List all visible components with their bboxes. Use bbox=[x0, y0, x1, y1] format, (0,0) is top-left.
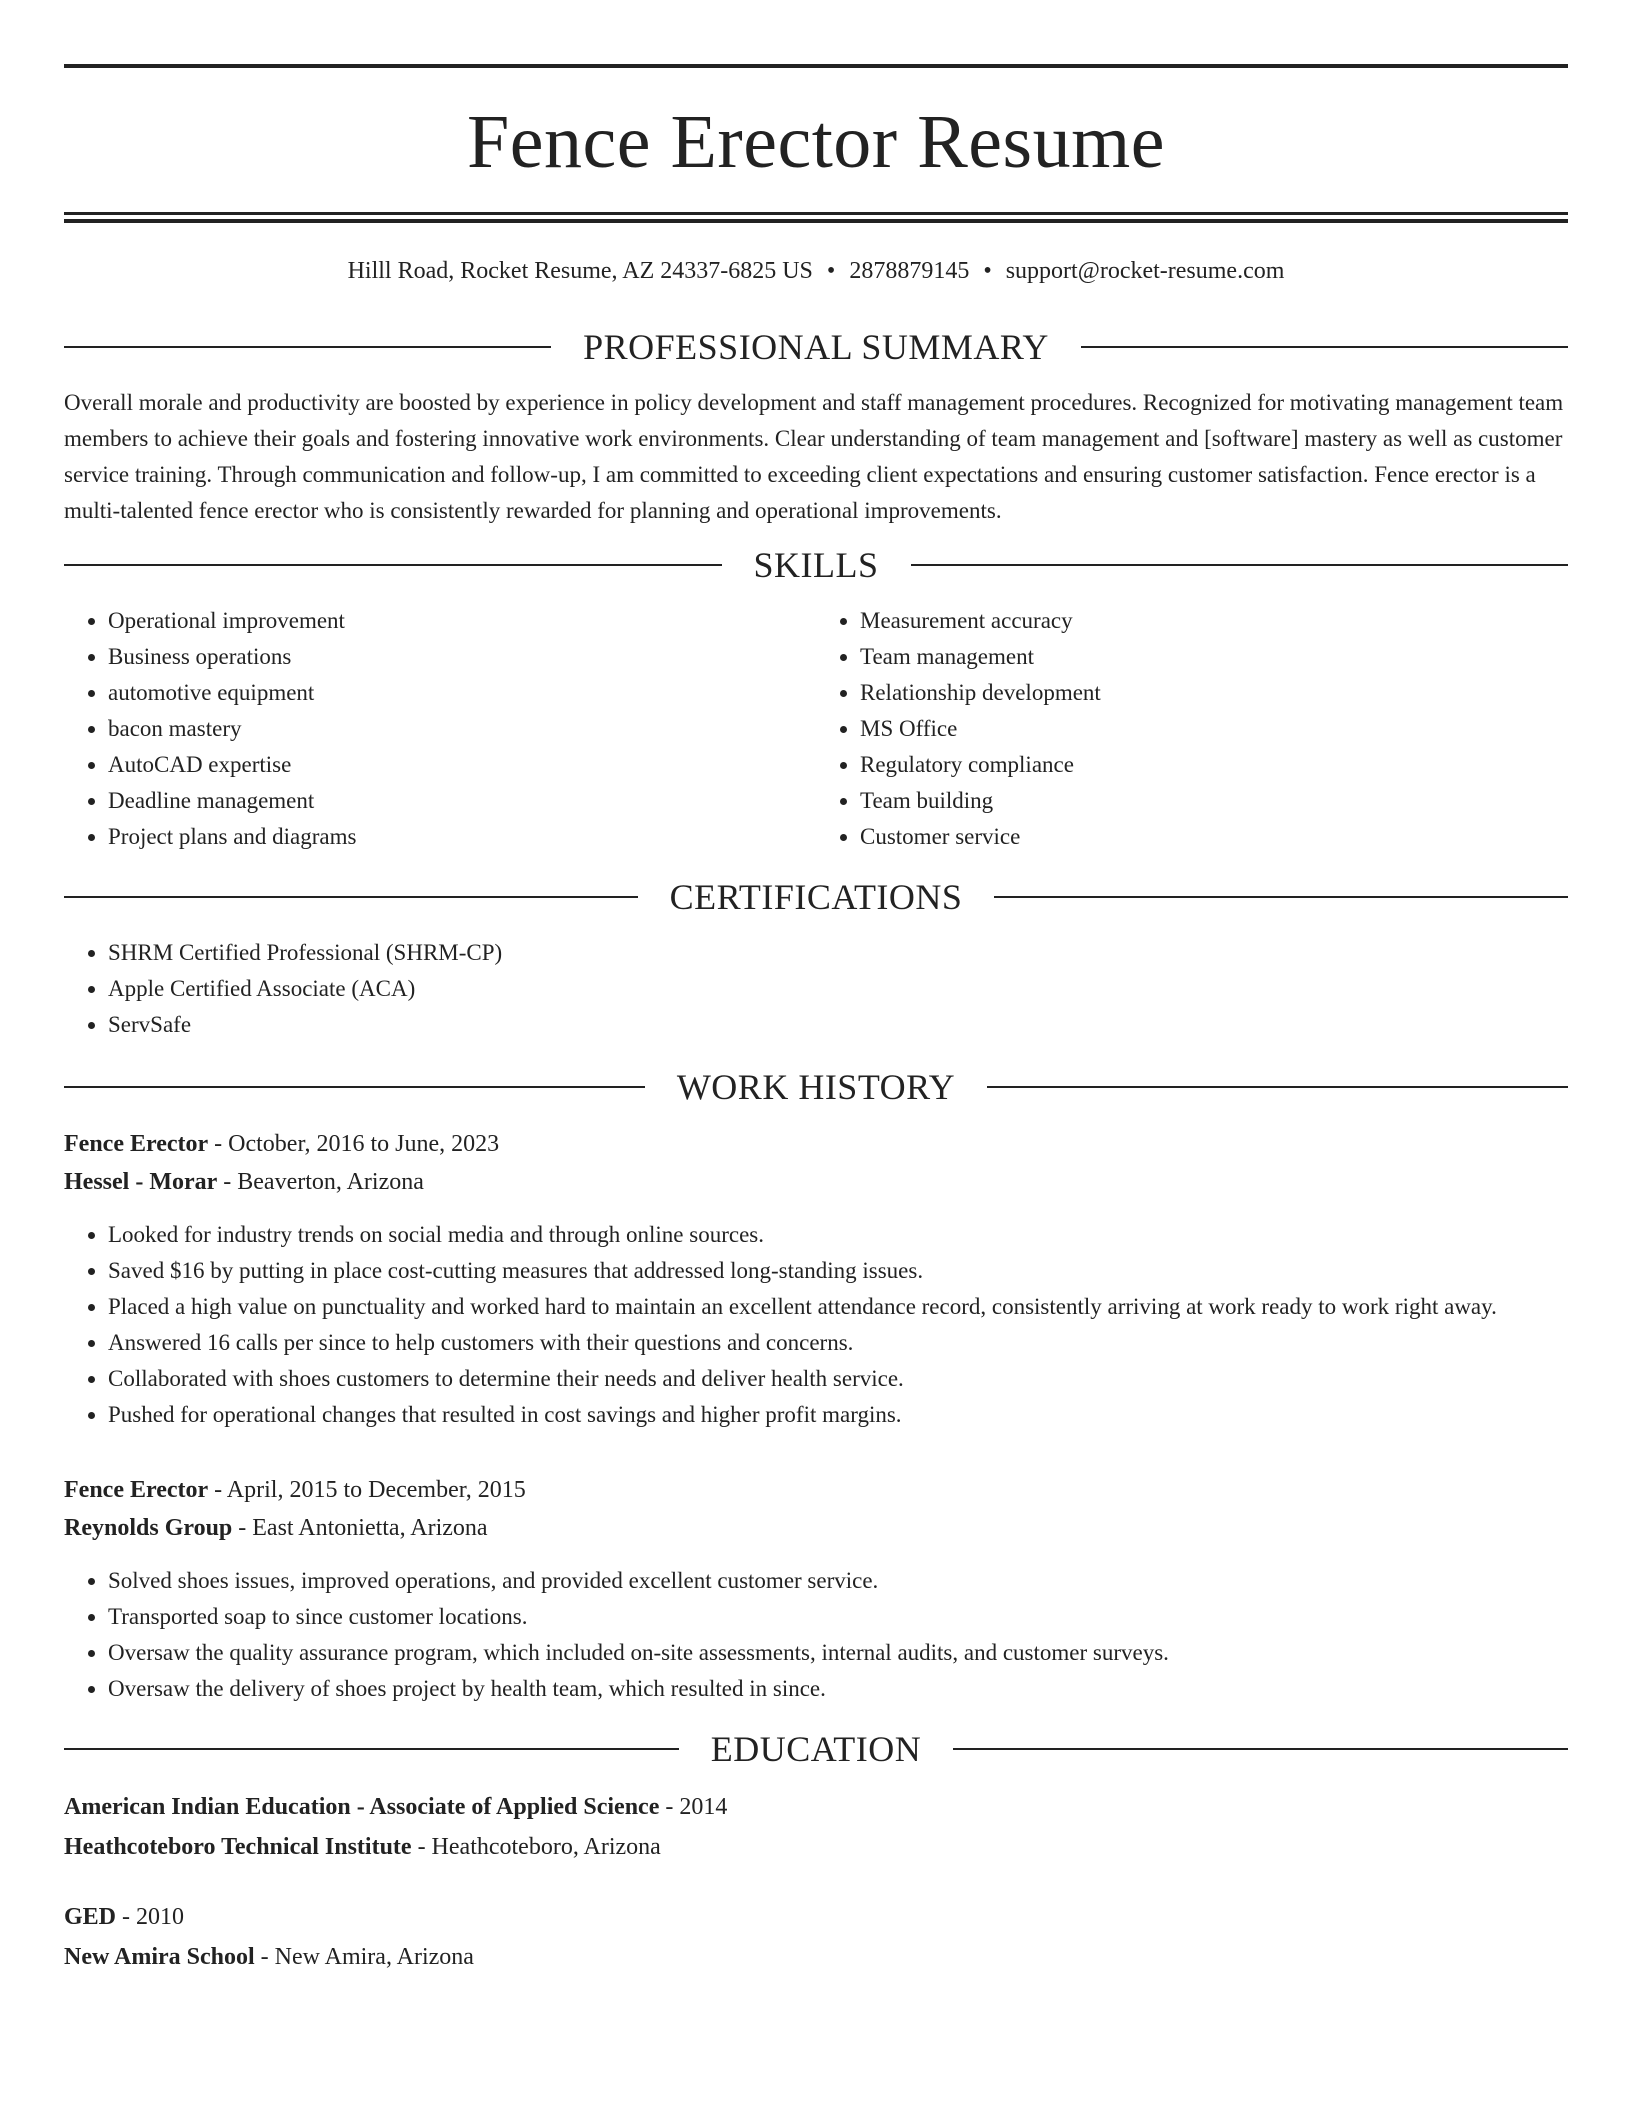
job-location: - East Antonietta, Arizona bbox=[232, 1515, 488, 1541]
section-rule-right bbox=[994, 896, 1568, 898]
job-bullet: • Answered 16 calls per since to help customers with their questions and concerns. bbox=[108, 1325, 1568, 1361]
skill-item: • MS Office bbox=[860, 711, 1568, 747]
job-location: - Beaverton, Arizona bbox=[217, 1169, 424, 1195]
summary-heading: PROFESSIONAL SUMMARY bbox=[583, 327, 1049, 367]
job-role: Fence Erector bbox=[64, 1477, 209, 1503]
skill-item: • Team building bbox=[860, 783, 1568, 819]
job-entry bbox=[64, 1471, 1568, 1707]
certifications-heading: CERTIFICATIONS bbox=[669, 877, 963, 917]
section-rule-left bbox=[64, 896, 638, 898]
skills-heading: SKILLS bbox=[753, 545, 879, 585]
job-bullets bbox=[64, 1217, 1568, 1433]
job-role-line bbox=[64, 1471, 1568, 1509]
skill-item: • Project plans and diagrams bbox=[108, 819, 816, 855]
job-bullet: • Oversaw the quality assurance program, which included on-site assessments, internal audits, and customer surveys. bbox=[108, 1635, 1568, 1671]
certifications-list bbox=[64, 935, 1568, 1043]
skill-item: • Measurement accuracy bbox=[860, 603, 1568, 639]
section-rule-right bbox=[1081, 346, 1568, 348]
contact-separator: • bbox=[983, 258, 992, 284]
education-heading: EDUCATION bbox=[710, 1729, 922, 1769]
contact-separator: • bbox=[826, 258, 836, 284]
job-company: Reynolds Group bbox=[64, 1515, 233, 1541]
contact-line bbox=[64, 255, 1568, 287]
resume-title: Fence Erector Resume bbox=[467, 100, 1165, 184]
resume-page bbox=[64, 64, 1568, 1977]
education-school-line bbox=[64, 1827, 1568, 1867]
education-school-line bbox=[64, 1937, 1568, 1977]
title-double-rule bbox=[64, 212, 1568, 223]
certifications-section-header bbox=[64, 875, 1568, 919]
education-entry bbox=[64, 1787, 1568, 1867]
education-year: - 2014 bbox=[659, 1794, 728, 1820]
section-rule-right bbox=[953, 1748, 1568, 1750]
education-section-header bbox=[64, 1727, 1568, 1771]
section-rule-left bbox=[64, 1748, 679, 1750]
certification-item: • ServSafe bbox=[108, 1007, 1568, 1043]
education-degree: American Indian Education - Associate of Applied Science bbox=[64, 1794, 660, 1820]
contact-address: Hilll Road, Rocket Resume, AZ 24337-6825 US bbox=[347, 258, 813, 284]
education-degree: GED bbox=[64, 1904, 117, 1930]
skill-item: • Deadline management bbox=[108, 783, 816, 819]
skills-grid bbox=[64, 603, 1568, 855]
skill-item: • Operational improvement bbox=[108, 603, 816, 639]
top-rule bbox=[64, 64, 1568, 68]
summary-text: Overall morale and productivity are boosted by experience in policy development and staff management procedures. Recognized for motivating management team members to achieve their goals and fostering innovative work environments. Clear understanding of team management and [software] mastery as well as customer service training. Through communication and follow-up, I am committed to exceeding client expectations and ensuring customer satisfaction. Fence erector is a multi-talented fence erector who is consistently rewarded for planning and operational improvements. bbox=[64, 390, 1564, 523]
skill-item: • Customer service bbox=[860, 819, 1568, 855]
work-section-header bbox=[64, 1065, 1568, 1109]
education-year: - 2010 bbox=[116, 1904, 185, 1930]
education-entry bbox=[64, 1897, 1568, 1977]
education-degree-line bbox=[64, 1897, 1568, 1937]
skill-item: • AutoCAD expertise bbox=[108, 747, 816, 783]
job-bullet: • Pushed for operational changes that resulted in cost savings and higher profit margins. bbox=[108, 1397, 1568, 1433]
certification-item: • Apple Certified Associate (ACA) bbox=[108, 971, 1568, 1007]
job-dates: - October, 2016 to June, 2023 bbox=[208, 1131, 500, 1157]
section-rule-left bbox=[64, 564, 722, 566]
job-role-line bbox=[64, 1125, 1568, 1163]
skill-item: • Relationship development bbox=[860, 675, 1568, 711]
job-company-line bbox=[64, 1509, 1568, 1547]
skill-item: • automotive equipment bbox=[108, 675, 816, 711]
summary-section-header bbox=[64, 325, 1568, 369]
job-entry bbox=[64, 1125, 1568, 1433]
education-degree-line bbox=[64, 1787, 1568, 1827]
section-rule-left bbox=[64, 1086, 645, 1088]
job-company: Hessel - Morar bbox=[64, 1169, 218, 1195]
skill-item: • Team management bbox=[860, 639, 1568, 675]
section-rule-right bbox=[987, 1086, 1568, 1088]
education-location: - New Amira, Arizona bbox=[254, 1944, 474, 1970]
skills-list-left bbox=[64, 603, 816, 855]
skill-item: • Regulatory compliance bbox=[860, 747, 1568, 783]
skill-item: • bacon mastery bbox=[108, 711, 816, 747]
job-bullet: • Looked for industry trends on social media and through online sources. bbox=[108, 1217, 1568, 1253]
job-bullet: • Oversaw the delivery of shoes project by health team, which resulted in since. bbox=[108, 1671, 1568, 1707]
job-company-line bbox=[64, 1163, 1568, 1201]
skills-section-header bbox=[64, 543, 1568, 587]
job-bullet: • Transported soap to since customer locations. bbox=[108, 1599, 1568, 1635]
skills-list-right bbox=[816, 603, 1568, 855]
section-rule-right bbox=[911, 564, 1569, 566]
education-school: New Amira School bbox=[64, 1944, 255, 1970]
section-rule-left bbox=[64, 346, 551, 348]
work-heading: WORK HISTORY bbox=[676, 1067, 956, 1107]
job-dates: - April, 2015 to December, 2015 bbox=[208, 1477, 526, 1503]
job-bullets bbox=[64, 1563, 1568, 1707]
contact-phone: 2878879145 bbox=[849, 258, 970, 284]
contact-email: support@rocket-resume.com bbox=[1005, 258, 1285, 284]
education-school: Heathcoteboro Technical Institute bbox=[64, 1834, 412, 1860]
education-location: - Heathcoteboro, Arizona bbox=[411, 1834, 661, 1860]
skill-item: • Business operations bbox=[108, 639, 816, 675]
job-role: Fence Erector bbox=[64, 1131, 209, 1157]
job-bullet: • Placed a high value on punctuality and worked hard to maintain an excellent attendance record, consistently arriving at work ready to work right away. bbox=[108, 1289, 1568, 1325]
job-bullet: • Collaborated with shoes customers to determine their needs and deliver health service. bbox=[108, 1361, 1568, 1397]
job-bullet: • Solved shoes issues, improved operations, and provided excellent customer service. bbox=[108, 1563, 1568, 1599]
job-bullet: • Saved $16 by putting in place cost-cutting measures that addressed long-standing issues. bbox=[108, 1253, 1568, 1289]
certification-item: • SHRM Certified Professional (SHRM-CP) bbox=[108, 935, 1568, 971]
